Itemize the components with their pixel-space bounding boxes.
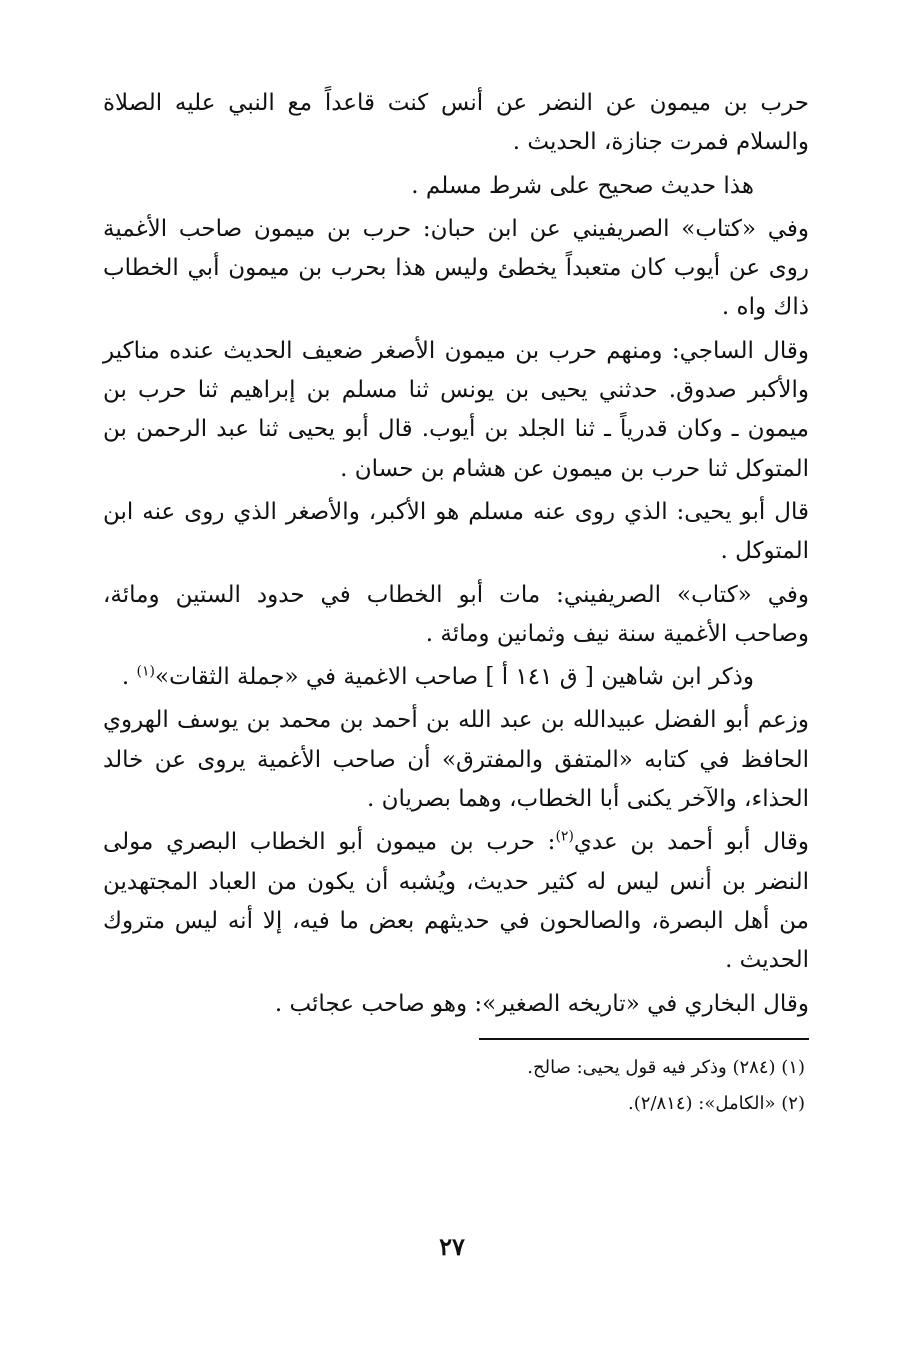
footnote-mark-2: (٢)	[555, 828, 574, 845]
paragraph-5: قال أبو يحيى: الذي روى عنه مسلم هو الأكبر، والأصغر الذي روى عنه ابن المتوكل .	[103, 498, 809, 565]
footnote-divider	[479, 1038, 809, 1040]
shahin-end: .	[121, 664, 137, 691]
page-number: ٢٧	[439, 1232, 465, 1261]
shahin-text: وذكر ابن شاهين [ ق ١٤١ أ ] صاحب الاغمية في «جملة الثقات»	[155, 664, 754, 691]
paragraph-adi	[103, 823, 809, 980]
paragraph-shahin	[103, 658, 809, 697]
adi-before: وقال أبو أحمد بن عدي	[573, 829, 809, 856]
paragraph-4: وقال الساجي: ومنهم حرب بن ميمون الأصغر ضعيف الحديث عنده مناكير والأكبر صدوق. حدثني يحيى بن يونس ثنا مسلم بن إبراهيم ثنا حرب بن ميمون ـ وكان قدرياً ـ ثنا الجلد بن أيوب. قال أبو يحيى ثنا عبد الرحمن بن المتوكل ثنا حرب بن ميمون عن هشام بن حسان .	[103, 337, 809, 482]
footnotes	[103, 1050, 809, 1122]
paragraph-1: حرب بن ميمون عن النضر عن أنس كنت قاعداً مع النبي عليه الصلاة والسلام فمرت جنازة، الحديث .	[103, 90, 809, 156]
footnote-mark-1: (١)	[136, 663, 156, 680]
paragraph-6: وفي «كتاب» الصريفيني: مات أبو الخطاب في حدود الستين ومائة، وصاحب الأغمية سنة نيف وثمانين ومائة .	[103, 581, 809, 647]
adi-after: : حرب بن ميمون أبو الخطاب البصري مولى النضر بن أنس ليس له كثير حديث، ويُشبه أن يكون من العباد المجتهدين من أهل البصرة، والصالحون في حديثهم بعض ما فيه، إلا أنه ليس متروك الحديث .	[103, 829, 809, 974]
paragraph-3: وفي «كتاب» الصريفيني عن ابن حبان: حرب بن ميمون صاحب الأغمية روى عن أيوب كان متعبداً يخطئ وليس هذا بحرب بن ميمون أبي الخطاب ذاك واه .	[103, 215, 809, 321]
paragraph-bukhari: وقال البخاري في «تاريخه الصغير»: وهو صاحب عجائب .	[274, 990, 809, 1017]
paragraph-zaam: وزعم أبو الفضل عبيدالله بن عبد الله بن أحمد بن محمد بن يوسف الهروي الحافظ في كتابه «المتفق والمفترق» أن صاحب الأغمية يروى عن خالد الحذاء، والآخر يكنى أبا الخطاب، وهما بصريان .	[103, 707, 809, 813]
footnote-1: (١) (٢٨٤) وذكر فيه قول يحيى: صالح.	[527, 1056, 805, 1078]
paragraph-2: هذا حديث صحيح على شرط مسلم .	[411, 172, 754, 199]
body-text	[103, 84, 809, 1024]
footnote-2: (٢) «الكامل»: (٢/٨١٤).	[628, 1092, 805, 1114]
